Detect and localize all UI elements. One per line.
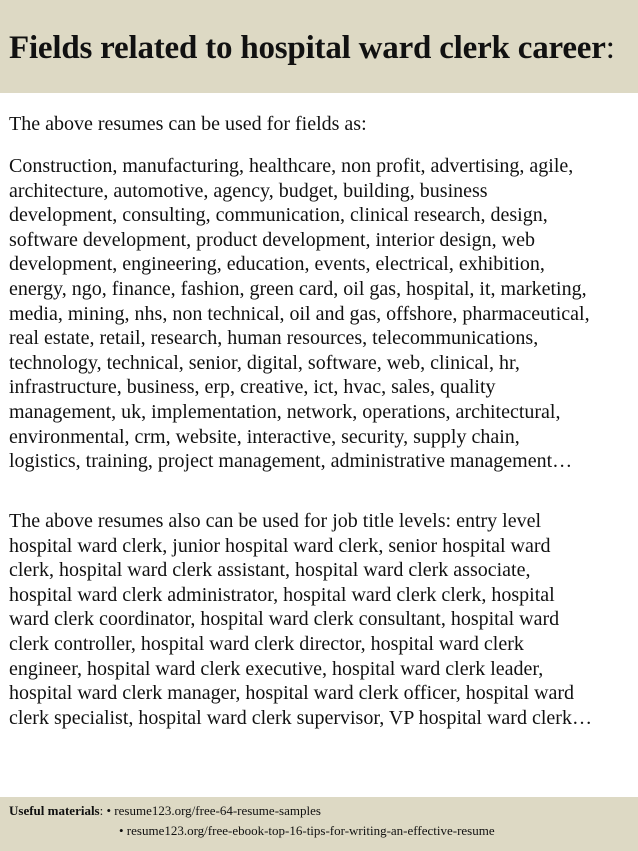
useful-materials-label: Useful materials bbox=[9, 803, 100, 818]
job-levels-line: The above resumes also can be used for job title levels: entry level bbox=[9, 510, 542, 532]
fields-line: logistics, training, project management, administrative management… bbox=[9, 450, 573, 473]
job-levels-line: clerk specialist, hospital ward clerk supervisor, VP hospital ward clerk… bbox=[9, 706, 592, 729]
useful-materials-colon: : bbox=[99, 803, 107, 818]
job-levels-line: clerk controller, hospital ward clerk director, hospital ward clerk bbox=[9, 632, 524, 655]
fields-line: software development, product development, interior design, web bbox=[9, 228, 535, 251]
footer-row bbox=[9, 821, 638, 841]
fields-line: media, mining, nhs, non technical, oil and gas, offshore, pharmaceutical, bbox=[9, 302, 590, 325]
fields-line: architecture, automotive, agency, budget, building, business bbox=[9, 179, 488, 202]
ebook-tips-link[interactable]: • resume123.org/free-ebook-top-16-tips-for-writing-an-effective-resume bbox=[119, 823, 495, 838]
job-levels-line: engineer, hospital ward clerk executive, hospital ward clerk leader, bbox=[9, 657, 544, 680]
resume-samples-link[interactable]: • resume123.org/free-64-resume-samples bbox=[106, 803, 321, 818]
fields-line: management, uk, implementation, network, operations, architectural, bbox=[9, 400, 561, 423]
page-title-text: Fields related to hospital ward clerk career bbox=[9, 30, 606, 66]
fields-line: real estate, retail, research, human resources, telecommunications, bbox=[9, 327, 539, 350]
job-levels-paragraph bbox=[9, 509, 634, 730]
footer-row bbox=[9, 801, 638, 821]
fields-line: infrastructure, business, erp, creative, ict, hvac, sales, quality bbox=[9, 376, 496, 399]
job-levels-line: hospital ward clerk, junior hospital ward clerk, senior hospital ward bbox=[9, 534, 551, 557]
job-levels-line: hospital ward clerk manager, hospital ward clerk officer, hospital ward bbox=[9, 682, 575, 705]
page-title-colon: : bbox=[605, 30, 615, 66]
intro-text: The above resumes can be used for fields as: bbox=[9, 113, 367, 135]
fields-line: technology, technical, senior, digital, software, web, clinical, hr, bbox=[9, 351, 520, 374]
job-levels-line: clerk, hospital ward clerk assistant, hospital ward clerk associate, bbox=[9, 559, 531, 582]
fields-line: environmental, crm, website, interactive, security, supply chain, bbox=[9, 425, 520, 448]
job-levels-line: hospital ward clerk administrator, hospital ward clerk clerk, hospital bbox=[9, 583, 555, 606]
fields-line: development, consulting, communication, clinical research, design, bbox=[9, 204, 548, 227]
fields-paragraph bbox=[9, 154, 634, 474]
fields-line: Construction, manufacturing, healthcare, non profit, advertising, agile, bbox=[9, 155, 574, 177]
page-title bbox=[9, 28, 638, 68]
useful-materials-footer bbox=[0, 797, 638, 851]
title-bar bbox=[0, 0, 638, 93]
fields-line: energy, ngo, finance, fashion, green card, oil gas, hospital, it, marketing, bbox=[9, 277, 587, 300]
fields-line: development, engineering, education, events, electrical, exhibition, bbox=[9, 253, 545, 276]
job-levels-line: ward clerk coordinator, hospital ward clerk consultant, hospital ward bbox=[9, 608, 560, 631]
